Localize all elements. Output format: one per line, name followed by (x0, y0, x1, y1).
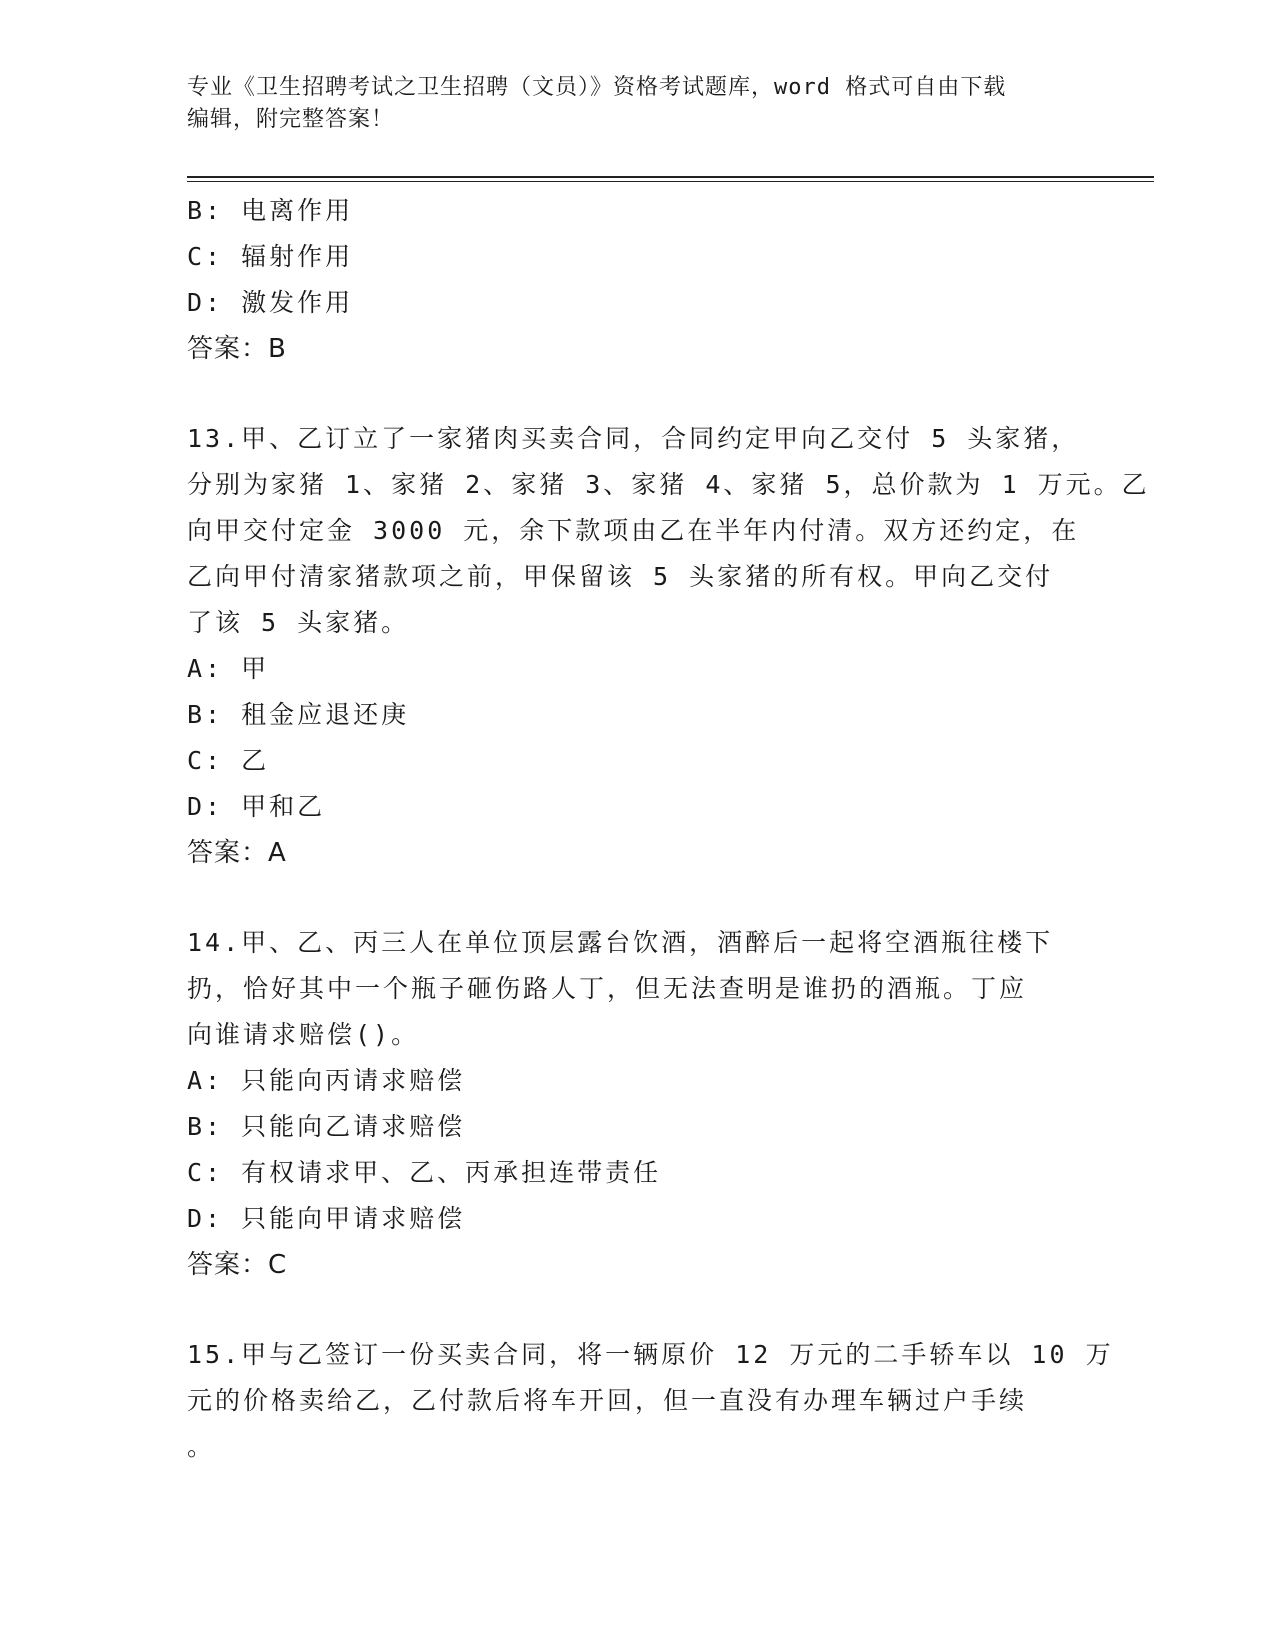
option-a: A: 只能向丙请求赔偿 (187, 1066, 466, 1095)
option-d: D: 激发作用 (187, 288, 354, 317)
question-content (187, 188, 1150, 1470)
page-header (187, 72, 1077, 136)
question-text-line: 向甲交付定金 3000 元，余下款项由乙在半年内付清。双方还约定，在 (187, 516, 1080, 545)
question-text-line: 向谁请求赔偿()。 (187, 1020, 420, 1049)
spacer (187, 1288, 1087, 1332)
question-text-line: 分别为家猪 1、家猪 2、家猪 3、家猪 4、家猪 5，总价款为 1 万元。乙 (187, 470, 1150, 499)
answer-label: 答案：A (187, 838, 287, 868)
question-text-line: 13.甲、乙订立了一家猪肉买卖合同，合同约定甲向乙交付 5 头家猪， (187, 424, 1080, 453)
question-text-line: 扔，恰好其中一个瓶子砸伤路人丁，但无法查明是谁扔的酒瓶。丁应 (187, 974, 1028, 1003)
question-text-line: 14.甲、乙、丙三人在单位顶层露台饮酒，酒醉后一起将空酒瓶往楼下 (187, 928, 1054, 957)
option-b: B: 租金应退还庚 (187, 700, 410, 729)
spacer (187, 876, 1087, 920)
answer-label: 答案：C (187, 1250, 288, 1280)
question-15 (187, 1332, 1114, 1470)
option-a: A: 甲 (187, 654, 270, 683)
question-text-line: 乙向甲付清家猪款项之前，甲保留该 5 头家猪的所有权。甲向乙交付 (187, 562, 1054, 591)
question-12 (187, 188, 1087, 372)
option-c: C: 辐射作用 (187, 242, 354, 271)
option-b: B: 电离作用 (187, 196, 354, 225)
question-13 (187, 416, 1150, 876)
header-divider-thick (187, 176, 1154, 178)
header-line-1: 专业《卫生招聘考试之卫生招聘（文员）》资格考试题库，word 格式可自由下载 (187, 75, 1007, 100)
question-text-line: 15.甲与乙签订一份买卖合同，将一辆原价 12 万元的二手轿车以 10 万 (187, 1340, 1114, 1369)
answer-label: 答案：B (187, 334, 287, 364)
question-text-line: 。 (187, 1432, 216, 1461)
question-text-line: 元的价格卖给乙，乙付款后将车开回，但一直没有办理车辆过户手续 (187, 1386, 1028, 1415)
option-c: C: 有权请求甲、乙、丙承担连带责任 (187, 1158, 662, 1187)
header-line-2: 编辑，附完整答案！ (187, 107, 395, 132)
option-c: C: 乙 (187, 746, 270, 775)
header-divider-thin (187, 181, 1154, 182)
option-d: D: 只能向甲请求赔偿 (187, 1204, 466, 1233)
question-text-line: 了该 5 头家猪。 (187, 608, 410, 637)
option-d: D: 甲和乙 (187, 792, 326, 821)
option-b: B: 只能向乙请求赔偿 (187, 1112, 466, 1141)
question-14 (187, 920, 1087, 1288)
spacer (187, 372, 1087, 416)
